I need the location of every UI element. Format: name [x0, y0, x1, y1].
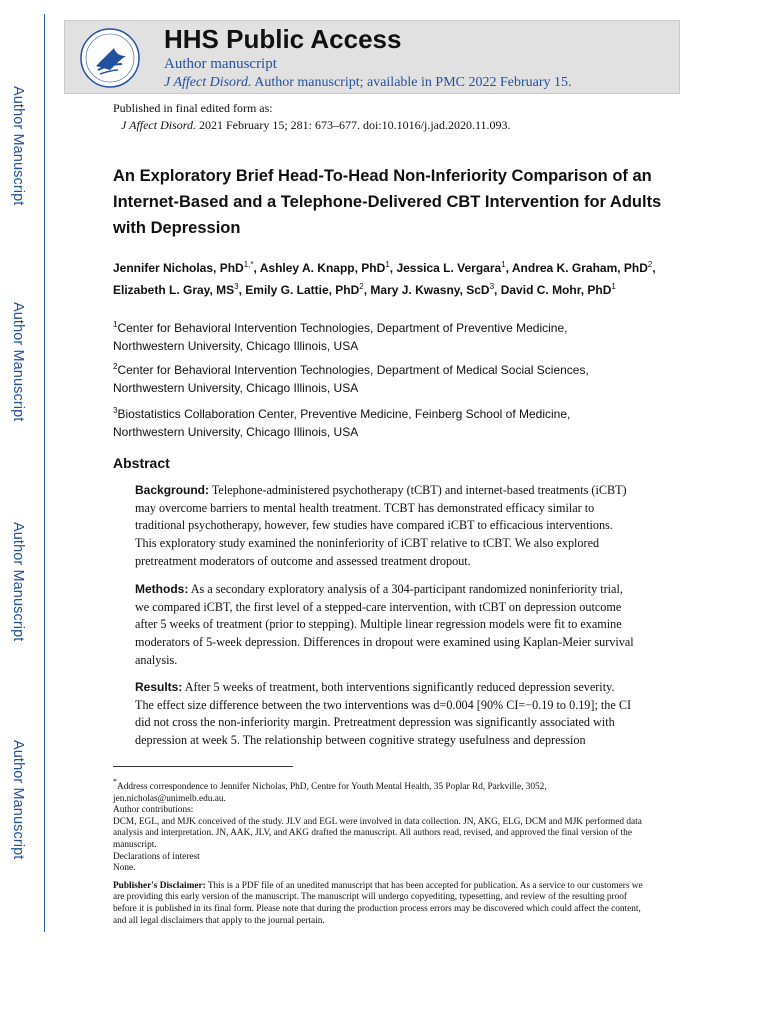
header-availability: Author manuscript; available in PMC 2022 February 15. [254, 75, 572, 90]
header-journal-name: J Affect Disord. [164, 75, 252, 90]
author-affiliation-mark: 3 [489, 281, 495, 291]
hhs-eagle-logo [76, 26, 144, 90]
published-note [113, 100, 511, 134]
author-name: Jessica L. Vergara [396, 261, 502, 275]
author-affiliation-mark: 2 [359, 281, 364, 291]
paper-title: An Exploratory Brief Head-To-Head Non-Inferiority Comparison of an Internet-Based and a Telephone-Delivered CBT Intervention for Adults with Depression [113, 167, 662, 237]
side-label-2: Author Manuscript [10, 302, 26, 422]
footnote-correspondence: *Address correspondence to Jennifer Nicholas, PhD, Centre for Youth Mental Health, 35 Poplar Rd, Parkville, 3052, jen.nicholas@unimelb.edu.au. [113, 777, 547, 804]
header-subtitle: Author manuscript [164, 56, 277, 72]
abstract-background: Background: Telephone-administered psychotherapy (tCBT) and internet-based treatments (iCBT) may overcome barriers to mental health treatment. TCBT has demonstrated efficacy similar to traditional psychotherapy, however, few studies have compared iCBT to efficacious interventions. This exploratory study examined the noninferiority of iCBT relative to tCBT. We also explored pretreatment moderators of outcome and assessed treatment dropout. [135, 483, 627, 568]
author-name: Jennifer Nicholas, PhD [113, 261, 244, 275]
author-name: David C. Mohr, PhD [500, 282, 612, 297]
author-affiliation-mark: 2 [647, 260, 653, 269]
side-label-1: Author Manuscript [10, 86, 26, 206]
author-name: Mary J. Kwasny, ScD [370, 282, 490, 297]
author-list: Jennifer Nicholas, PhD$^{1,*}$, Ashley A. Knapp, PhD$^1$, Jessica L. Vergara$^1$, Andrea K. Graham, PhD$^2$, Elizabeth L. Gray, $MS^3$, Emily G. Lattie, PhD$^2$, Mary J. Kwasny, ScD$^3$, David C. Mohr, PhD$^1$ [113, 260, 656, 297]
header-journal-line [164, 75, 572, 91]
abstract-methods: Methods: As a secondary exploratory analysis of a 304-participant randomized noninferiority trial, we compared iCBT, the first level of a stepped-care intervention, with tCBT on depression outcome after 5 weeks of treatment (prior to stepping). Multiple linear regression models were fit to examine moderators of 5-week depression. Differences in dropout were examined using Kaplan-Meier survival analysis. [135, 582, 634, 667]
footnote-divider [113, 766, 293, 767]
footnotes [113, 776, 653, 927]
header-title: HHS Public Access [164, 24, 402, 54]
published-citation-text: 2021 February 15; 281: 673–677. doi:10.1016/j.jad.2020.11.093. [199, 118, 511, 132]
abstract-results: Results: After 5 weeks of treatment, both interventions significantly reduced depression severity. The effect size difference between the two interventions was d=0.004 [90% CI=−0.19 to 0.19]; the CI did not cross the non-inferiority margin. Pretreatment depression was significantly associated with depression at week 5. The relationship between cognitive strategy usefulness and depression [135, 680, 632, 748]
author-affiliation-mark: 3 [234, 281, 239, 291]
affiliation-1: $^1$Center for Behavioral Intervention Technologies, Department of Preventive Medicine, Northwestern University, Chicago Illinois, USA [113, 320, 568, 353]
abstract-heading: Abstract [113, 455, 170, 471]
author-affiliation-mark: 1 [385, 260, 390, 269]
published-line: Published in final edited form as: [113, 101, 273, 115]
publisher-disclaimer: Publisher's Disclaimer: This is a PDF file of an unedited manuscript that has been accepted for publication. As a service to our customers we are providing this early version of the manuscript. The manuscript will undergo copyediting, typesetting, and review of the resulting proof before it is published in its final form. Please note that during the production process errors may be discovered which could affect the content, and all legal disclaimers that apply to the journal pertain. [113, 880, 643, 926]
footnote-declarations-heading: Declarations of interest [113, 851, 200, 862]
margin-rule [44, 14, 45, 932]
author-name: Andrea K. Graham, PhD [511, 261, 648, 275]
author-name: Emily G. Lattie, PhD [245, 282, 360, 297]
affiliation-3: $^3$Biostatistics Collaboration Center, Preventive Medicine, Feinberg School of Medicine, Northwestern University, Chicago Illinois, USA [113, 406, 571, 439]
affiliation-2: $^2$Center for Behavioral Intervention Technologies, Department of Medical Social Sciences, Northwestern University, Chicago Illinois, USA [113, 362, 589, 395]
published-citation [113, 117, 511, 134]
author-name: Elizabeth L. Gray, MS [113, 282, 235, 297]
side-label-4: Author Manuscript [10, 740, 26, 860]
footnote-contrib-heading: Author contributions: [113, 805, 194, 816]
footnote-declarations: None. [113, 863, 136, 874]
footnote-contrib: DCM, EGL, and MJK conceived of the study. JLV and EGL were involved in data collection. JN, AKG, ELG, DCM and MJK performed data analysis and interpretation. JN, AAK, JLV, and AKG drafted the manuscript. All authors read, revised, and approved the final version of the manuscript. [113, 816, 642, 850]
author-affiliation-mark: 1,* [243, 260, 254, 269]
author-affiliation-mark: 1 [501, 260, 506, 269]
author-name: Ashley A. Knapp, PhD [259, 261, 386, 275]
published-journal: J Affect Disord. [121, 118, 196, 132]
side-label-3: Author Manuscript [10, 522, 26, 642]
author-affiliation-mark: 1 [611, 281, 616, 291]
